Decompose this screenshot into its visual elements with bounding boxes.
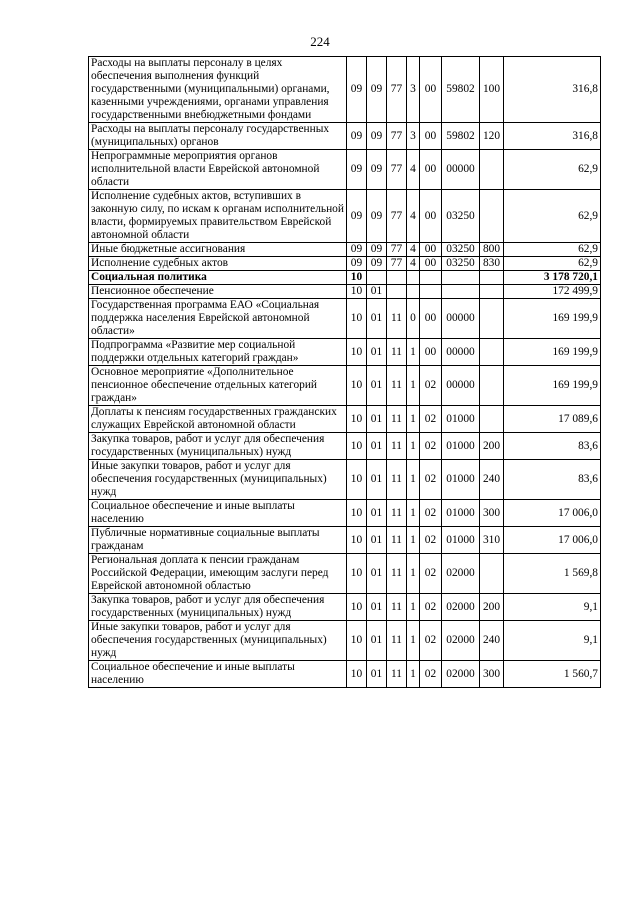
activity-code: 00 bbox=[420, 339, 442, 366]
table-row bbox=[89, 500, 601, 527]
table-row bbox=[89, 406, 601, 433]
direction-code: 00000 bbox=[442, 339, 480, 366]
expense-type-code: 310 bbox=[480, 527, 504, 554]
subsection-code: 01 bbox=[367, 460, 387, 500]
row-name: Непрограммные мероприятия органов исполнительной власти Еврейской автономной области bbox=[89, 150, 347, 190]
subprogram-code: 1 bbox=[407, 661, 420, 688]
amount: 62,9 bbox=[504, 243, 601, 257]
row-name: Подпрограмма «Развитие мер социальной поддержки отдельных категорий граждан» bbox=[89, 339, 347, 366]
section-code: 09 bbox=[347, 57, 367, 123]
expense-type-code bbox=[480, 406, 504, 433]
subprogram-code bbox=[407, 271, 420, 285]
row-name: Иные закупки товаров, работ и услуг для обеспечения государственных (муниципальных) нужд bbox=[89, 460, 347, 500]
row-name: Исполнение судебных актов bbox=[89, 257, 347, 271]
amount: 62,9 bbox=[504, 257, 601, 271]
amount: 17 006,0 bbox=[504, 527, 601, 554]
table-row bbox=[89, 433, 601, 460]
activity-code: 02 bbox=[420, 433, 442, 460]
direction-code: 03250 bbox=[442, 257, 480, 271]
subprogram-code: 4 bbox=[407, 257, 420, 271]
section-code: 10 bbox=[347, 554, 367, 594]
subsection-code: 01 bbox=[367, 621, 387, 661]
row-name: Закупка товаров, работ и услуг для обеспечения государственных (муниципальных) нужд bbox=[89, 594, 347, 621]
page-number: 224 bbox=[310, 34, 330, 49]
expense-type-code: 120 bbox=[480, 123, 504, 150]
row-name: Региональная доплата к пенсии гражданам Российской Федерации, имеющим заслуги перед Еврейской автономной областью bbox=[89, 554, 347, 594]
section-code: 10 bbox=[347, 460, 367, 500]
amount: 169 199,9 bbox=[504, 299, 601, 339]
expense-type-code bbox=[480, 150, 504, 190]
activity-code: 02 bbox=[420, 527, 442, 554]
direction-code: 02000 bbox=[442, 594, 480, 621]
row-name: Социальная политика bbox=[89, 271, 347, 285]
section-code: 09 bbox=[347, 150, 367, 190]
table-row bbox=[89, 594, 601, 621]
direction-code bbox=[442, 271, 480, 285]
section-code: 10 bbox=[347, 661, 367, 688]
amount: 169 199,9 bbox=[504, 366, 601, 406]
program-code bbox=[387, 271, 407, 285]
activity-code: 02 bbox=[420, 460, 442, 500]
row-name: Расходы на выплаты персоналу в целях обеспечения выполнения функций государственными (муниципальными) органами, казенными учреждениями, органами управления государственными внебюджетными фондами bbox=[89, 57, 347, 123]
subsection-code bbox=[367, 271, 387, 285]
direction-code: 00000 bbox=[442, 366, 480, 406]
row-name: Исполнение судебных актов, вступивших в законную силу, по искам к органам исполнительной власти, формируемых правительством Еврейской автономной области bbox=[89, 190, 347, 243]
row-name: Расходы на выплаты персоналу государственных (муниципальных) органов bbox=[89, 123, 347, 150]
direction-code: 01000 bbox=[442, 500, 480, 527]
subsection-code: 01 bbox=[367, 406, 387, 433]
amount: 316,8 bbox=[504, 57, 601, 123]
row-name: Государственная программа ЕАО «Социальная поддержка населения Еврейской автономной области» bbox=[89, 299, 347, 339]
subprogram-code bbox=[407, 285, 420, 299]
activity-code: 02 bbox=[420, 554, 442, 594]
expense-type-code bbox=[480, 285, 504, 299]
program-code: 11 bbox=[387, 500, 407, 527]
section-code: 09 bbox=[347, 190, 367, 243]
program-code: 77 bbox=[387, 243, 407, 257]
expense-type-code bbox=[480, 271, 504, 285]
subprogram-code: 3 bbox=[407, 123, 420, 150]
direction-code: 00000 bbox=[442, 150, 480, 190]
table-row bbox=[89, 661, 601, 688]
program-code: 11 bbox=[387, 460, 407, 500]
expense-type-code bbox=[480, 554, 504, 594]
table-row bbox=[89, 257, 601, 271]
table-row bbox=[89, 57, 601, 123]
subprogram-code: 0 bbox=[407, 299, 420, 339]
table-row bbox=[89, 190, 601, 243]
direction-code: 02000 bbox=[442, 661, 480, 688]
direction-code: 02000 bbox=[442, 621, 480, 661]
activity-code bbox=[420, 285, 442, 299]
activity-code: 00 bbox=[420, 257, 442, 271]
table-row bbox=[89, 554, 601, 594]
table-row bbox=[89, 123, 601, 150]
subsection-code: 09 bbox=[367, 190, 387, 243]
table-row bbox=[89, 339, 601, 366]
section-code: 10 bbox=[347, 339, 367, 366]
subprogram-code: 1 bbox=[407, 366, 420, 406]
table-row bbox=[89, 299, 601, 339]
direction-code: 01000 bbox=[442, 527, 480, 554]
program-code: 11 bbox=[387, 339, 407, 366]
subsection-code: 01 bbox=[367, 527, 387, 554]
subsection-code: 09 bbox=[367, 150, 387, 190]
section-code: 10 bbox=[347, 366, 367, 406]
program-code: 11 bbox=[387, 527, 407, 554]
subprogram-code: 4 bbox=[407, 243, 420, 257]
subprogram-code: 1 bbox=[407, 554, 420, 594]
table-row bbox=[89, 460, 601, 500]
amount: 62,9 bbox=[504, 150, 601, 190]
amount: 83,6 bbox=[504, 460, 601, 500]
subsection-code: 09 bbox=[367, 123, 387, 150]
program-code: 11 bbox=[387, 554, 407, 594]
expense-type-code: 100 bbox=[480, 57, 504, 123]
amount: 62,9 bbox=[504, 190, 601, 243]
amount: 169 199,9 bbox=[504, 339, 601, 366]
amount: 9,1 bbox=[504, 621, 601, 661]
section-code: 10 bbox=[347, 594, 367, 621]
subsection-code: 01 bbox=[367, 594, 387, 621]
budget-table bbox=[88, 56, 601, 688]
section-code: 09 bbox=[347, 257, 367, 271]
subsection-code: 01 bbox=[367, 339, 387, 366]
program-code: 11 bbox=[387, 406, 407, 433]
subprogram-code: 1 bbox=[407, 339, 420, 366]
row-name: Социальное обеспечение и иные выплаты населению bbox=[89, 661, 347, 688]
section-code: 10 bbox=[347, 500, 367, 527]
section-code: 10 bbox=[347, 285, 367, 299]
program-code: 11 bbox=[387, 299, 407, 339]
section-code: 09 bbox=[347, 123, 367, 150]
subprogram-code: 1 bbox=[407, 433, 420, 460]
table-row bbox=[89, 150, 601, 190]
amount: 17 089,6 bbox=[504, 406, 601, 433]
table-row bbox=[89, 271, 601, 285]
expense-type-code: 300 bbox=[480, 500, 504, 527]
direction-code: 03250 bbox=[442, 190, 480, 243]
program-code: 11 bbox=[387, 661, 407, 688]
subsection-code: 01 bbox=[367, 299, 387, 339]
program-code bbox=[387, 285, 407, 299]
table-row bbox=[89, 621, 601, 661]
activity-code: 00 bbox=[420, 299, 442, 339]
program-code: 77 bbox=[387, 150, 407, 190]
table-row bbox=[89, 527, 601, 554]
activity-code: 02 bbox=[420, 661, 442, 688]
subsection-code: 01 bbox=[367, 433, 387, 460]
program-code: 11 bbox=[387, 433, 407, 460]
direction-code bbox=[442, 285, 480, 299]
activity-code bbox=[420, 271, 442, 285]
table-row bbox=[89, 366, 601, 406]
program-code: 77 bbox=[387, 257, 407, 271]
expense-type-code: 240 bbox=[480, 460, 504, 500]
activity-code: 02 bbox=[420, 500, 442, 527]
subprogram-code: 4 bbox=[407, 150, 420, 190]
direction-code: 01000 bbox=[442, 460, 480, 500]
direction-code: 01000 bbox=[442, 433, 480, 460]
amount: 83,6 bbox=[504, 433, 601, 460]
direction-code: 01000 bbox=[442, 406, 480, 433]
amount: 17 006,0 bbox=[504, 500, 601, 527]
expense-type-code: 200 bbox=[480, 594, 504, 621]
activity-code: 02 bbox=[420, 406, 442, 433]
activity-code: 02 bbox=[420, 594, 442, 621]
direction-code: 03250 bbox=[442, 243, 480, 257]
direction-code: 59802 bbox=[442, 123, 480, 150]
row-name: Основное мероприятие «Дополнительное пенсионное обеспечение отдельных категорий граждан» bbox=[89, 366, 347, 406]
row-name: Иные закупки товаров, работ и услуг для обеспечения государственных (муниципальных) нужд bbox=[89, 621, 347, 661]
subprogram-code: 1 bbox=[407, 594, 420, 621]
subprogram-code: 3 bbox=[407, 57, 420, 123]
expense-type-code: 200 bbox=[480, 433, 504, 460]
section-code: 10 bbox=[347, 433, 367, 460]
amount: 172 499,9 bbox=[504, 285, 601, 299]
section-code: 09 bbox=[347, 243, 367, 257]
subprogram-code: 1 bbox=[407, 527, 420, 554]
expense-type-code bbox=[480, 339, 504, 366]
program-code: 11 bbox=[387, 366, 407, 406]
amount: 3 178 720,1 bbox=[504, 271, 601, 285]
subprogram-code: 1 bbox=[407, 406, 420, 433]
row-name: Иные бюджетные ассигнования bbox=[89, 243, 347, 257]
expense-type-code bbox=[480, 366, 504, 406]
subprogram-code: 1 bbox=[407, 460, 420, 500]
expense-type-code: 240 bbox=[480, 621, 504, 661]
activity-code: 00 bbox=[420, 243, 442, 257]
table-body bbox=[89, 57, 601, 688]
program-code: 11 bbox=[387, 621, 407, 661]
subprogram-code: 1 bbox=[407, 500, 420, 527]
table-row bbox=[89, 243, 601, 257]
row-name: Публичные нормативные социальные выплаты гражданам bbox=[89, 527, 347, 554]
row-name: Пенсионное обеспечение bbox=[89, 285, 347, 299]
expense-type-code bbox=[480, 190, 504, 243]
section-code: 10 bbox=[347, 527, 367, 554]
row-name: Закупка товаров, работ и услуг для обеспечения государственных (муниципальных) нужд bbox=[89, 433, 347, 460]
direction-code: 59802 bbox=[442, 57, 480, 123]
activity-code: 00 bbox=[420, 190, 442, 243]
direction-code: 00000 bbox=[442, 299, 480, 339]
program-code: 77 bbox=[387, 123, 407, 150]
program-code: 11 bbox=[387, 594, 407, 621]
expense-type-code bbox=[480, 299, 504, 339]
activity-code: 00 bbox=[420, 123, 442, 150]
program-code: 77 bbox=[387, 190, 407, 243]
subsection-code: 01 bbox=[367, 500, 387, 527]
amount: 1 569,8 bbox=[504, 554, 601, 594]
expense-type-code: 800 bbox=[480, 243, 504, 257]
activity-code: 00 bbox=[420, 150, 442, 190]
subsection-code: 09 bbox=[367, 257, 387, 271]
section-code: 10 bbox=[347, 271, 367, 285]
subsection-code: 01 bbox=[367, 661, 387, 688]
subsection-code: 01 bbox=[367, 554, 387, 594]
amount: 1 560,7 bbox=[504, 661, 601, 688]
section-code: 10 bbox=[347, 406, 367, 433]
activity-code: 02 bbox=[420, 621, 442, 661]
program-code: 77 bbox=[387, 57, 407, 123]
direction-code: 02000 bbox=[442, 554, 480, 594]
subprogram-code: 1 bbox=[407, 621, 420, 661]
section-code: 10 bbox=[347, 621, 367, 661]
activity-code: 00 bbox=[420, 57, 442, 123]
subsection-code: 09 bbox=[367, 243, 387, 257]
subsection-code: 01 bbox=[367, 366, 387, 406]
table-row bbox=[89, 285, 601, 299]
subprogram-code: 4 bbox=[407, 190, 420, 243]
subsection-code: 09 bbox=[367, 57, 387, 123]
expense-type-code: 830 bbox=[480, 257, 504, 271]
activity-code: 02 bbox=[420, 366, 442, 406]
row-name: Социальное обеспечение и иные выплаты населению bbox=[89, 500, 347, 527]
expense-type-code: 300 bbox=[480, 661, 504, 688]
row-name: Доплаты к пенсиям государственных гражданских служащих Еврейской автономной области bbox=[89, 406, 347, 433]
subsection-code: 01 bbox=[367, 285, 387, 299]
section-code: 10 bbox=[347, 299, 367, 339]
amount: 9,1 bbox=[504, 594, 601, 621]
amount: 316,8 bbox=[504, 123, 601, 150]
